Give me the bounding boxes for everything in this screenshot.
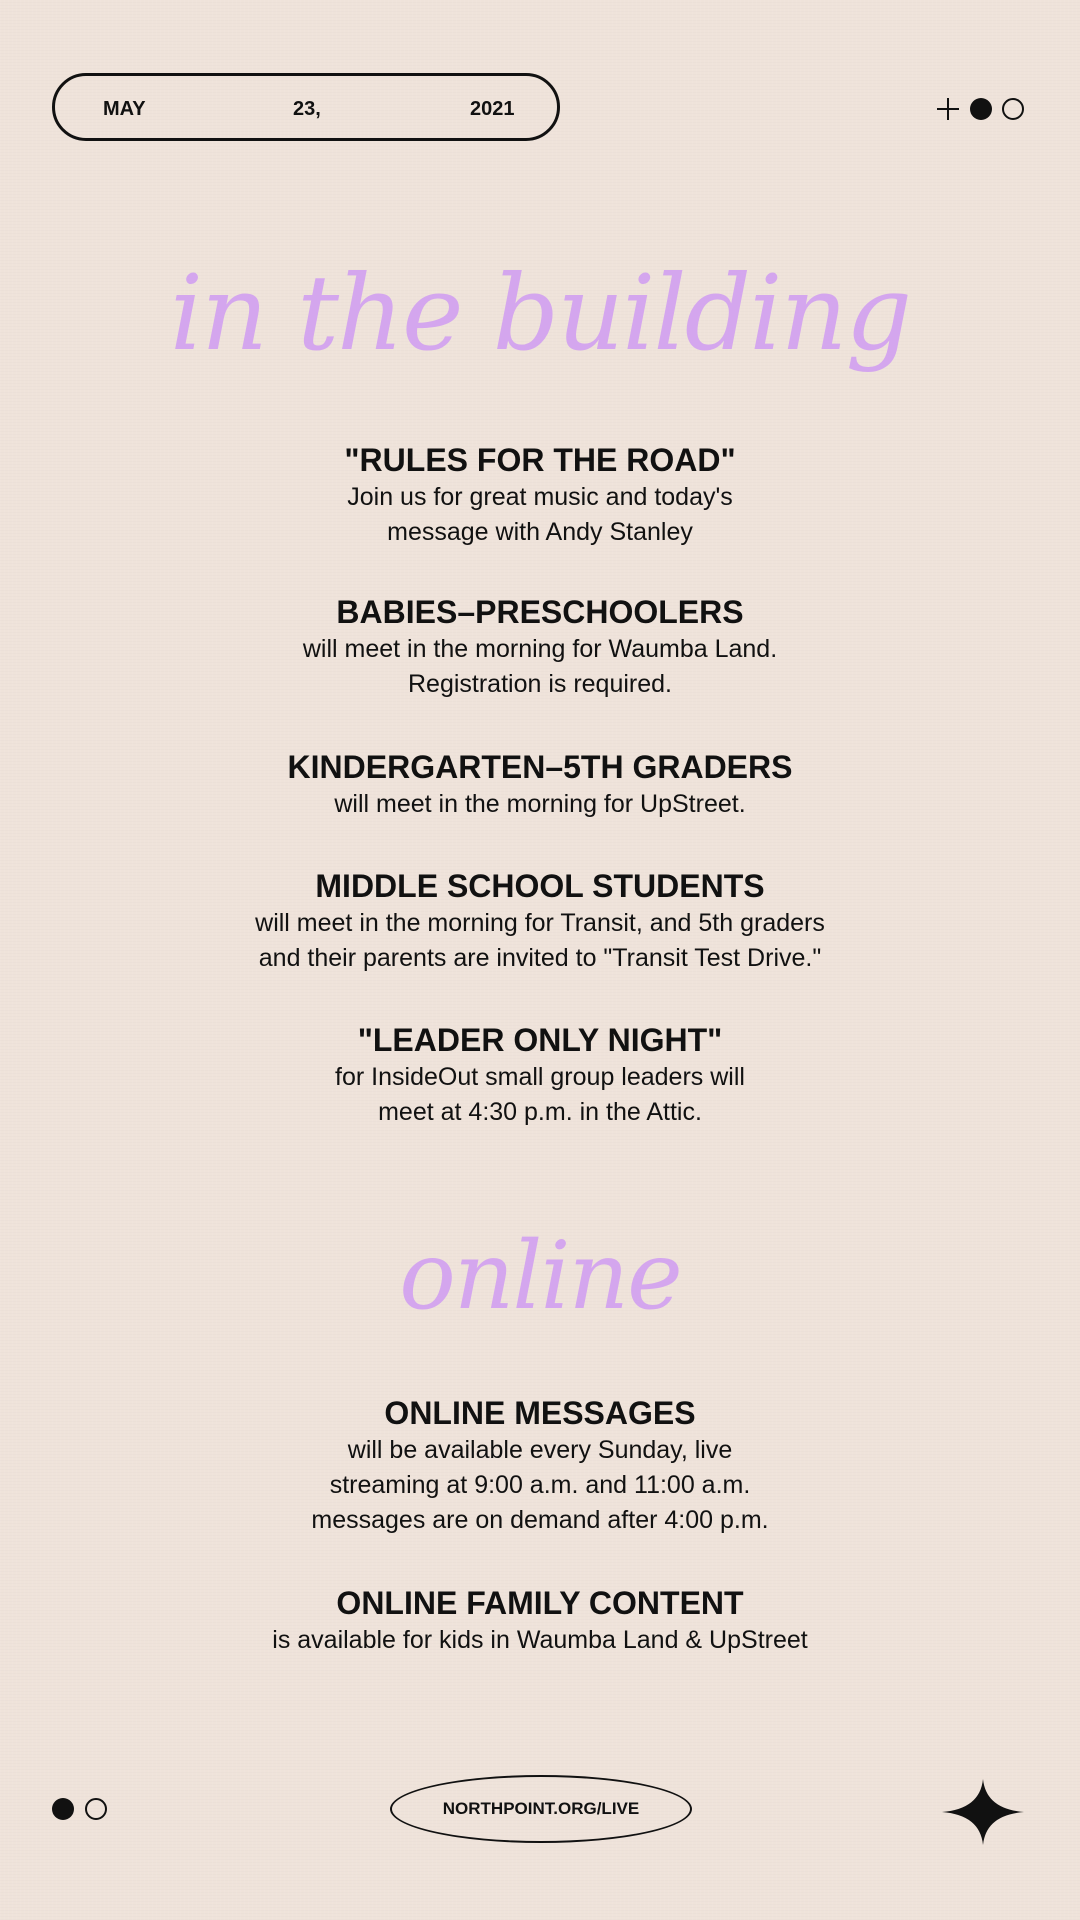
- info-heading: "LEADER ONLY NIGHT": [357, 1022, 723, 1058]
- info-body: will meet in the morning for UpStreet.: [334, 790, 746, 818]
- date-year: 2021: [470, 98, 515, 120]
- bottom-dots-decoration: [52, 1797, 112, 1821]
- info-body: Join us for great music and today's message with Andy Stanley: [347, 483, 733, 546]
- info-body: for InsideOut small group leaders will meet at 4:30 p.m. in the Attic.: [335, 1063, 745, 1126]
- info-block-kindergarten: [0, 747, 1080, 822]
- info-block-leader-only-night: [0, 1020, 1080, 1130]
- info-heading: KINDERGARTEN–5TH GRADERS: [287, 749, 793, 785]
- section-title-building: in the building: [169, 252, 911, 374]
- plus-icon: [937, 98, 959, 120]
- date-month: MAY: [103, 98, 146, 120]
- sparkle-icon: [942, 1779, 1024, 1845]
- info-block-babies-preschoolers: [0, 592, 1080, 702]
- info-block-rules-for-the-road: [0, 440, 1080, 550]
- info-body: will meet in the morning for Transit, and 5th graders and their parents are invited to "Transit Test Drive.": [255, 909, 825, 972]
- date-day: 23,: [293, 98, 321, 120]
- section-title-online: online: [399, 1222, 681, 1331]
- website-link[interactable]: NORTHPOINT.ORG/LIVE: [390, 1775, 692, 1843]
- info-heading: ONLINE MESSAGES: [384, 1395, 696, 1431]
- date-pill: [52, 73, 560, 141]
- outline-dot-icon: [86, 1799, 106, 1819]
- info-heading: ONLINE FAMILY CONTENT: [336, 1585, 744, 1621]
- filled-dot-icon: [970, 98, 992, 120]
- info-block-online-messages: [0, 1393, 1080, 1538]
- info-block-online-family-content: [0, 1583, 1080, 1658]
- info-heading: BABIES–PRESCHOOLERS: [336, 594, 744, 630]
- top-decoration: [935, 97, 1027, 121]
- outline-dot-icon: [1003, 99, 1023, 119]
- filled-dot-icon: [52, 1798, 74, 1820]
- info-block-middle-school: [0, 866, 1080, 976]
- info-heading: MIDDLE SCHOOL STUDENTS: [315, 868, 765, 904]
- info-body: will meet in the morning for Waumba Land. Registration is required.: [302, 635, 778, 698]
- info-body: is available for kids in Waumba Land & UpStreet: [272, 1626, 808, 1654]
- info-body: will be available every Sunday, live streaming at 9:00 a.m. and 11:00 a.m. messages are on demand after 4:00 p.m.: [311, 1436, 769, 1534]
- info-heading: "RULES FOR THE ROAD": [344, 442, 736, 478]
